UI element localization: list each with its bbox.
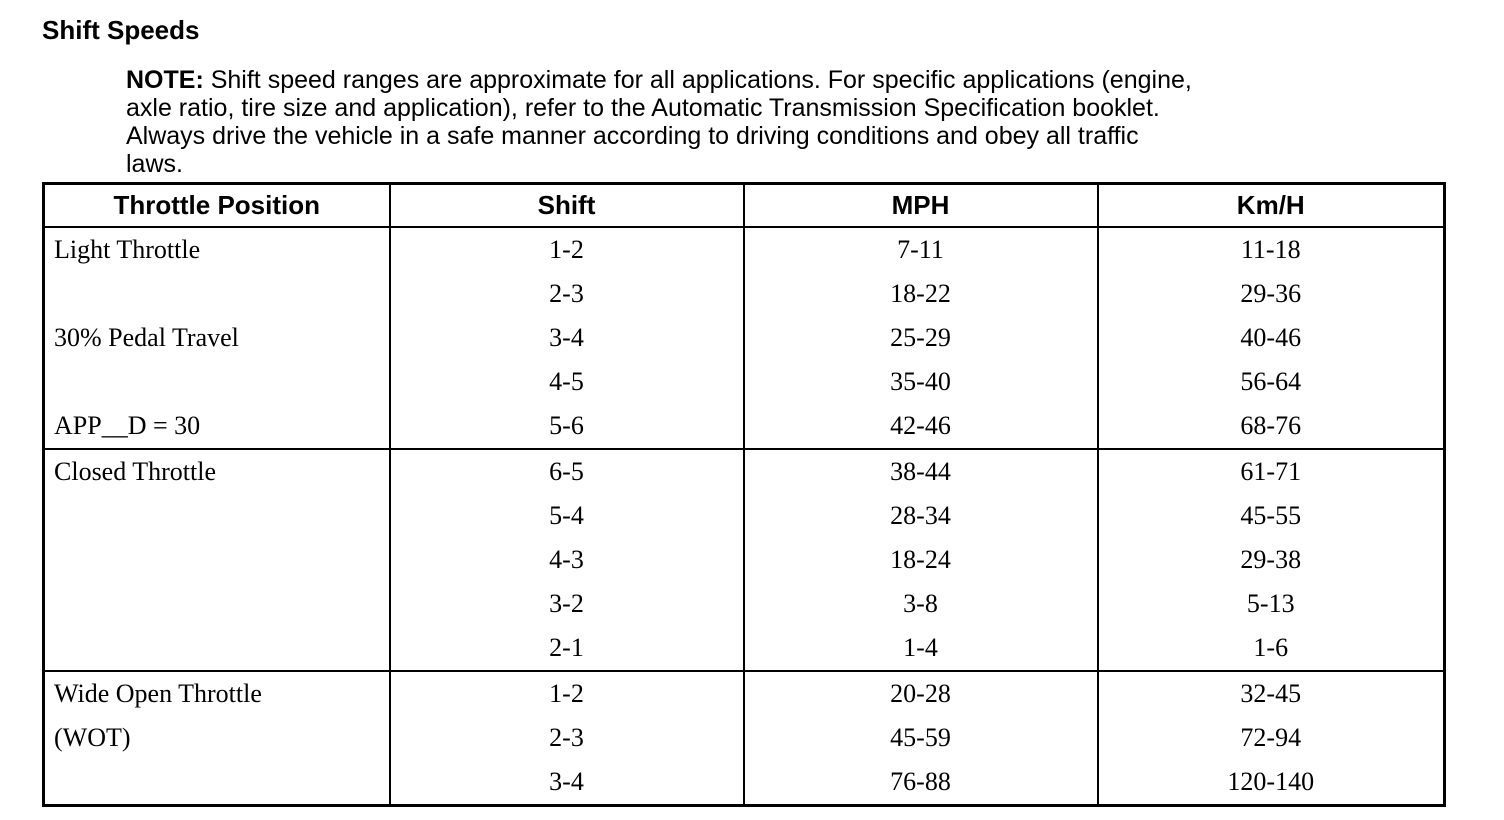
mph-cell: 1-4 xyxy=(744,626,1098,671)
table-row xyxy=(44,404,1445,449)
throttle-position-cell: APP__D = 30 xyxy=(44,404,390,449)
shift-cell: 2-1 xyxy=(390,626,744,671)
header-mph: MPH xyxy=(744,184,1098,228)
header-throttle-position: Throttle Position xyxy=(44,184,390,228)
table-row xyxy=(44,760,1445,806)
note-line: axle ratio, tire size and application), refer to the Automatic Transmission Specification booklet. xyxy=(126,94,1160,122)
kmh-cell: 72-94 xyxy=(1098,716,1445,760)
shift-cell: 3-4 xyxy=(390,760,744,806)
throttle-position-cell: Closed Throttle xyxy=(44,449,390,494)
shift-cell: 2-3 xyxy=(390,272,744,316)
mph-cell: 45-59 xyxy=(744,716,1098,760)
shift-cell: 3-2 xyxy=(390,582,744,626)
table-row xyxy=(44,716,1445,760)
kmh-cell: 68-76 xyxy=(1098,404,1445,449)
kmh-cell: 32-45 xyxy=(1098,671,1445,716)
table-row xyxy=(44,538,1445,582)
kmh-cell: 1-6 xyxy=(1098,626,1445,671)
kmh-cell: 11-18 xyxy=(1098,227,1445,272)
throttle-position-cell xyxy=(44,360,390,404)
mph-cell: 38-44 xyxy=(744,449,1098,494)
table-row xyxy=(44,227,1445,272)
shift-cell: 3-4 xyxy=(390,316,744,360)
throttle-position-cell xyxy=(44,538,390,582)
mph-cell: 18-24 xyxy=(744,538,1098,582)
note-paragraph xyxy=(126,66,1386,178)
table-row xyxy=(44,626,1445,671)
shift-cell: 1-2 xyxy=(390,671,744,716)
header-kmh: Km/H xyxy=(1098,184,1445,228)
shift-cell: 2-3 xyxy=(390,716,744,760)
mph-cell: 35-40 xyxy=(744,360,1098,404)
throttle-position-cell: Light Throttle xyxy=(44,227,390,272)
throttle-position-cell xyxy=(44,582,390,626)
header-shift: Shift xyxy=(390,184,744,228)
kmh-cell: 61-71 xyxy=(1098,449,1445,494)
throttle-position-cell xyxy=(44,272,390,316)
mph-cell: 3-8 xyxy=(744,582,1098,626)
mph-cell: 76-88 xyxy=(744,760,1098,806)
shift-cell: 6-5 xyxy=(390,449,744,494)
throttle-position-cell xyxy=(44,626,390,671)
mph-cell: 7-11 xyxy=(744,227,1098,272)
mph-cell: 18-22 xyxy=(744,272,1098,316)
table-row xyxy=(44,360,1445,404)
mph-cell: 25-29 xyxy=(744,316,1098,360)
shift-cell: 5-4 xyxy=(390,494,744,538)
note-line: laws. xyxy=(126,150,183,178)
table-row xyxy=(44,449,1445,494)
throttle-position-cell: (WOT) xyxy=(44,716,390,760)
note-label: NOTE: xyxy=(126,66,204,94)
shift-cell: 1-2 xyxy=(390,227,744,272)
table-row xyxy=(44,494,1445,538)
table-row xyxy=(44,272,1445,316)
kmh-cell: 29-38 xyxy=(1098,538,1445,582)
section-title: Shift Speeds xyxy=(42,15,200,45)
note-text: Shift speed ranges are approximate for all applications. For specific applications (engine, xyxy=(203,66,1192,94)
mph-cell: 20-28 xyxy=(744,671,1098,716)
table-header-row xyxy=(44,184,1445,228)
throttle-position-cell xyxy=(44,494,390,538)
table-row xyxy=(44,671,1445,716)
note-line: Always drive the vehicle in a safe manner according to driving conditions and obey all traffic xyxy=(126,122,1139,150)
mph-cell: 28-34 xyxy=(744,494,1098,538)
kmh-cell: 120-140 xyxy=(1098,760,1445,806)
kmh-cell: 45-55 xyxy=(1098,494,1445,538)
shift-cell: 4-3 xyxy=(390,538,744,582)
table-row xyxy=(44,582,1445,626)
shift-cell: 5-6 xyxy=(390,404,744,449)
throttle-position-cell: 30% Pedal Travel xyxy=(44,316,390,360)
kmh-cell: 40-46 xyxy=(1098,316,1445,360)
throttle-position-cell: Wide Open Throttle xyxy=(44,671,390,716)
table-row xyxy=(44,316,1445,360)
shift-speeds-table xyxy=(42,182,1446,807)
kmh-cell: 56-64 xyxy=(1098,360,1445,404)
throttle-position-cell xyxy=(44,760,390,806)
note-line xyxy=(126,66,1386,94)
shift-cell: 4-5 xyxy=(390,360,744,404)
mph-cell: 42-46 xyxy=(744,404,1098,449)
kmh-cell: 5-13 xyxy=(1098,582,1445,626)
kmh-cell: 29-36 xyxy=(1098,272,1445,316)
